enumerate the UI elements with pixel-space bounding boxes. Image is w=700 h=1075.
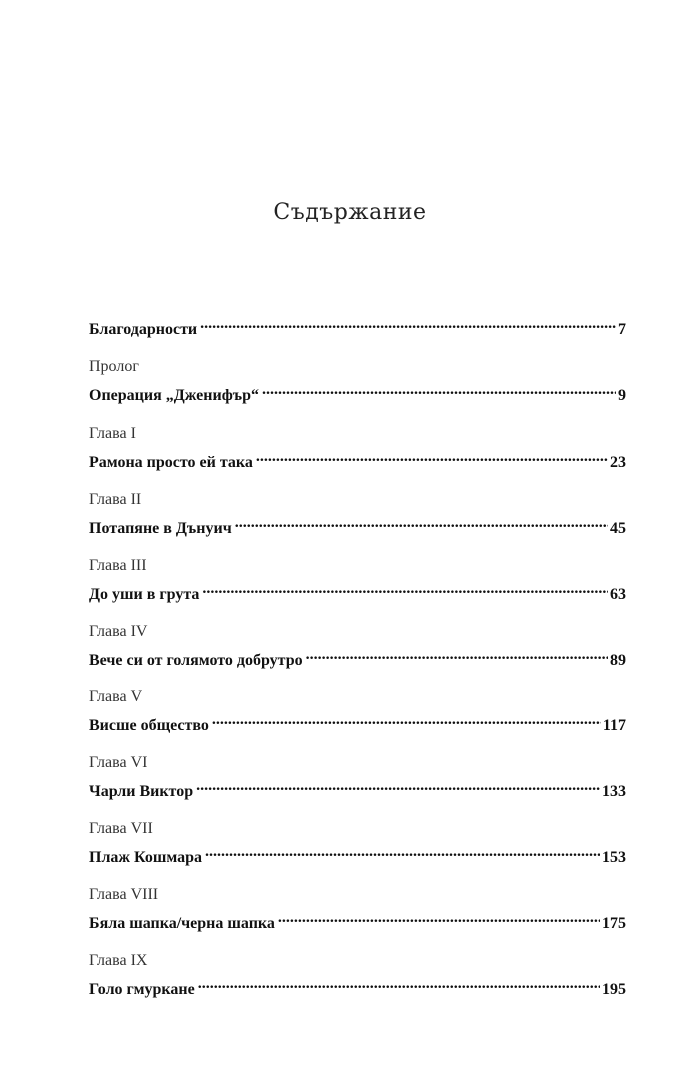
toc-entry-line[interactable] bbox=[89, 978, 626, 1002]
dot-leader bbox=[306, 649, 608, 665]
dot-leader bbox=[205, 846, 600, 862]
toc-entry-title: Голо гмуркане bbox=[89, 981, 195, 998]
toc-entry-label: Глава V bbox=[89, 688, 143, 705]
toc-entry-title: Благодарности bbox=[89, 321, 198, 338]
toc-entry-label: Глава VII bbox=[89, 820, 153, 837]
toc-entry-label: Глава VI bbox=[89, 754, 148, 771]
toc-entry-page: 153 bbox=[602, 849, 626, 866]
toc-entry-line[interactable] bbox=[89, 318, 626, 342]
toc-entry-page: 195 bbox=[602, 981, 626, 998]
toc-entry-label: Глава VIII bbox=[89, 886, 159, 903]
toc-entry-title: До уши в грута bbox=[89, 586, 200, 603]
toc-entry-label: Глава III bbox=[89, 557, 147, 574]
toc-entry-page: 117 bbox=[602, 717, 626, 734]
toc-entry-title: Плаж Кошмара bbox=[89, 849, 203, 866]
page-title: Съдържание bbox=[273, 200, 427, 225]
toc-entry-label: Глава II bbox=[89, 491, 142, 508]
dot-leader bbox=[202, 583, 608, 599]
dot-leader bbox=[212, 714, 601, 730]
toc-entry-title: Висше общество bbox=[89, 717, 209, 734]
dot-leader bbox=[198, 978, 600, 994]
toc-entry-line[interactable] bbox=[89, 451, 626, 475]
toc-entry-title: Рамона просто ей така bbox=[89, 454, 253, 471]
toc-entry-page: 45 bbox=[610, 520, 626, 537]
toc-entry-line[interactable] bbox=[89, 846, 626, 870]
toc-entry-title: Чарли Виктор bbox=[89, 783, 194, 800]
toc-entry-page: 9 bbox=[618, 387, 626, 404]
toc-entry-title: Потапяне в Дънуич bbox=[89, 520, 232, 537]
toc-entry-line[interactable] bbox=[89, 780, 626, 804]
toc-entry-line[interactable] bbox=[89, 714, 626, 738]
toc-entry-line[interactable] bbox=[89, 517, 626, 541]
toc-entry-line[interactable] bbox=[89, 583, 626, 607]
toc-entry-label: Глава I bbox=[89, 425, 136, 442]
dot-leader bbox=[278, 912, 600, 928]
toc-entry-page: 133 bbox=[602, 783, 626, 800]
toc-entry-page: 63 bbox=[610, 586, 626, 603]
toc-entry-line[interactable] bbox=[89, 649, 626, 673]
dot-leader bbox=[256, 451, 608, 467]
dot-leader bbox=[196, 780, 600, 796]
toc-entry-label: Пролог bbox=[89, 358, 139, 375]
toc-entry-line[interactable] bbox=[89, 384, 626, 408]
dot-leader bbox=[235, 517, 608, 533]
toc-entry-label: Глава IX bbox=[89, 952, 148, 969]
toc-entry-page: 23 bbox=[610, 454, 626, 471]
toc-entry-title: Операция „Дженифър“ bbox=[89, 387, 259, 404]
toc-entry-page: 175 bbox=[602, 915, 626, 932]
toc-entry-label: Глава IV bbox=[89, 623, 148, 640]
dot-leader bbox=[200, 318, 616, 334]
toc-entry-page: 89 bbox=[610, 652, 626, 669]
toc-entry-line[interactable] bbox=[89, 912, 626, 936]
toc-entry-page: 7 bbox=[618, 321, 626, 338]
dot-leader bbox=[262, 384, 616, 400]
toc-entry-title: Вече си от голямото добрутро bbox=[89, 652, 303, 669]
toc-entry-title: Бяла шапка/черна шапка bbox=[89, 915, 275, 932]
